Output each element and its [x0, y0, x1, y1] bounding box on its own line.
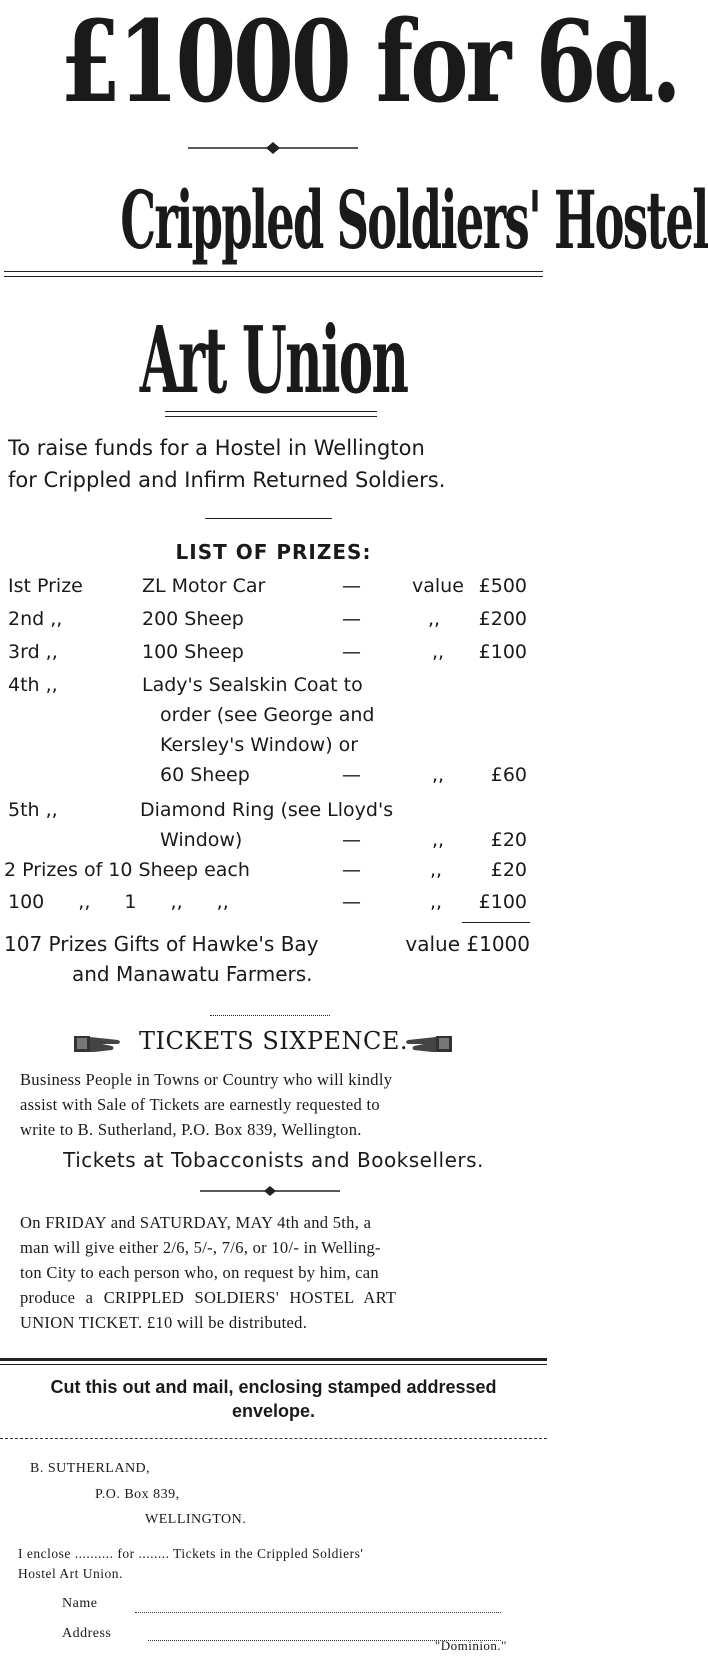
prize-value-label: ,, [428, 608, 441, 630]
prize-row-continued [0, 825, 547, 855]
gifts-text: 107 Prizes Gifts of Hawke's Bay [4, 932, 319, 956]
prize-row [0, 604, 547, 634]
prize-description: Kersley's Window) or [160, 734, 359, 756]
prize-dash: — [342, 608, 361, 630]
title-art-union: Art Union [139, 306, 408, 414]
address-box: P.O. Box 839, [95, 1487, 180, 1502]
business-notice [20, 1067, 510, 1142]
prize-description: 200 Sheep [142, 608, 244, 630]
prizes-title: LIST OF PRIZES: [175, 540, 372, 564]
prize-dash: — [342, 859, 361, 881]
ornament-divider [188, 141, 358, 155]
prize-rank: 2nd ,, [8, 608, 63, 630]
title-hostel: Crippled Soldiers' Hostel [120, 173, 708, 267]
prize-amount: £20 [490, 859, 527, 881]
gifts-value: value £1000 [405, 932, 530, 956]
prize-description: Lady's Sealskin Coat to [142, 674, 363, 696]
enclose-line-2: Hostel Art Union. [18, 1566, 123, 1581]
name-label: Name [62, 1596, 98, 1611]
notice-line: ton City to each person who, on request by him, can [20, 1263, 379, 1282]
prize-amount: £100 [478, 641, 527, 663]
prize-amount: £100 [478, 891, 527, 913]
intro-text [8, 432, 538, 496]
prize-row-continued [0, 760, 547, 790]
prize-dash: — [342, 891, 361, 913]
prize-description: 60 Sheep [160, 764, 250, 786]
enclose-line: I enclose .......... for ........ Tickets in the Crippled Soldiers' [18, 1546, 364, 1561]
prize-row [0, 887, 547, 917]
notice-line: assist with Sale of Tickets are earnestly requested to [20, 1095, 380, 1114]
prize-rank: 2 Prizes of 10 Sheep each [4, 859, 250, 881]
prize-dash: — [342, 575, 361, 597]
notice-line: On FRIDAY and SATURDAY, MAY 4th and 5th, a [20, 1213, 372, 1232]
notice-line: produce a CRIPPLED SOLDIERS' HOSTEL ART [20, 1288, 397, 1307]
section-rule [0, 1358, 547, 1361]
prize-row [0, 670, 547, 700]
prize-row-continued [0, 730, 547, 760]
prize-value-label: ,, [430, 859, 443, 881]
prize-dash: — [342, 641, 361, 663]
prize-rank: 100 ,, 1 ,, ,, [8, 891, 229, 913]
tobacconists-line: Tickets at Tobacconists and Booksellers. [63, 1148, 484, 1172]
prize-rank: 3rd ,, [8, 641, 58, 663]
prize-dash: — [342, 829, 361, 851]
prize-row [0, 571, 547, 601]
prize-value-label: ,, [430, 891, 443, 913]
section-rule [0, 1364, 547, 1365]
gifts-text: and Manawatu Farmers. [72, 962, 313, 986]
divider-rule [4, 271, 543, 272]
headline: £1000 for 6d. [60, 0, 679, 128]
prize-description: Window) [160, 829, 243, 851]
prize-rank: 5th ,, [8, 799, 58, 821]
prize-value-label: ,, [432, 641, 445, 663]
divider-rule [210, 1015, 330, 1016]
tickets-heading: TICKETS SIXPENCE. [138, 1027, 409, 1055]
tickets-heading-row [0, 1023, 547, 1063]
friday-notice [20, 1210, 520, 1335]
address-city: WELLINGTON. [145, 1512, 247, 1527]
address-name: B. SUTHERLAND, [30, 1461, 151, 1476]
intro-line: for Crippled and Infirm Returned Soldiers. [8, 468, 446, 492]
cut-out-instruction [0, 1375, 547, 1423]
prize-row [0, 795, 547, 825]
prize-amount: £500 [478, 575, 527, 597]
ornament-divider [200, 1185, 340, 1197]
notice-line: UNION TICKET. £10 will be distributed. [20, 1313, 308, 1332]
notice-line: man will give either 2/6, 5/-, 7/6, or 10/- in Welling- [20, 1238, 381, 1257]
prize-rank: 4th ,, [8, 674, 58, 696]
address-label: Address [62, 1626, 112, 1641]
name-field[interactable] [135, 1612, 501, 1613]
prize-row-continued [0, 700, 547, 730]
prize-description: 100 Sheep [142, 641, 244, 663]
cut-out-line: Cut this out and mail, enclosing stamped addressed [50, 1377, 497, 1397]
coupon-border [0, 1438, 547, 1439]
divider-rule [165, 411, 377, 412]
prize-amount: £60 [490, 764, 527, 786]
cut-out-line: envelope. [231, 1401, 316, 1421]
gifts-line [4, 929, 544, 959]
divider-rule [165, 416, 377, 417]
gifts-line-2 [72, 959, 612, 989]
prize-rank: Ist Prize [8, 575, 83, 597]
total-rule [462, 922, 530, 923]
prize-value-label: ,, [432, 764, 445, 786]
divider-rule [4, 276, 543, 277]
prize-description: ZL Motor Car [142, 575, 266, 597]
notice-line: Business People in Towns or Country who will kindly [20, 1070, 393, 1089]
newspaper-credit: "Dominion." [434, 1638, 507, 1653]
pointing-hand-icon [402, 1031, 454, 1055]
prize-description: Diamond Ring (see Lloyd's [140, 799, 394, 821]
prize-value-label: value [412, 575, 464, 597]
prize-row [0, 855, 547, 885]
prize-description: order (see George and [160, 704, 375, 726]
notice-line: write to B. Sutherland, P.O. Box 839, Wellington. [20, 1120, 362, 1139]
divider-rule [205, 518, 332, 519]
prize-dash: — [342, 764, 361, 786]
prize-row [0, 637, 547, 667]
prize-amount: £200 [478, 608, 527, 630]
prize-amount: £20 [490, 829, 527, 851]
intro-line: To raise funds for a Hostel in Wellington [8, 436, 425, 460]
prize-value-label: ,, [432, 829, 445, 851]
